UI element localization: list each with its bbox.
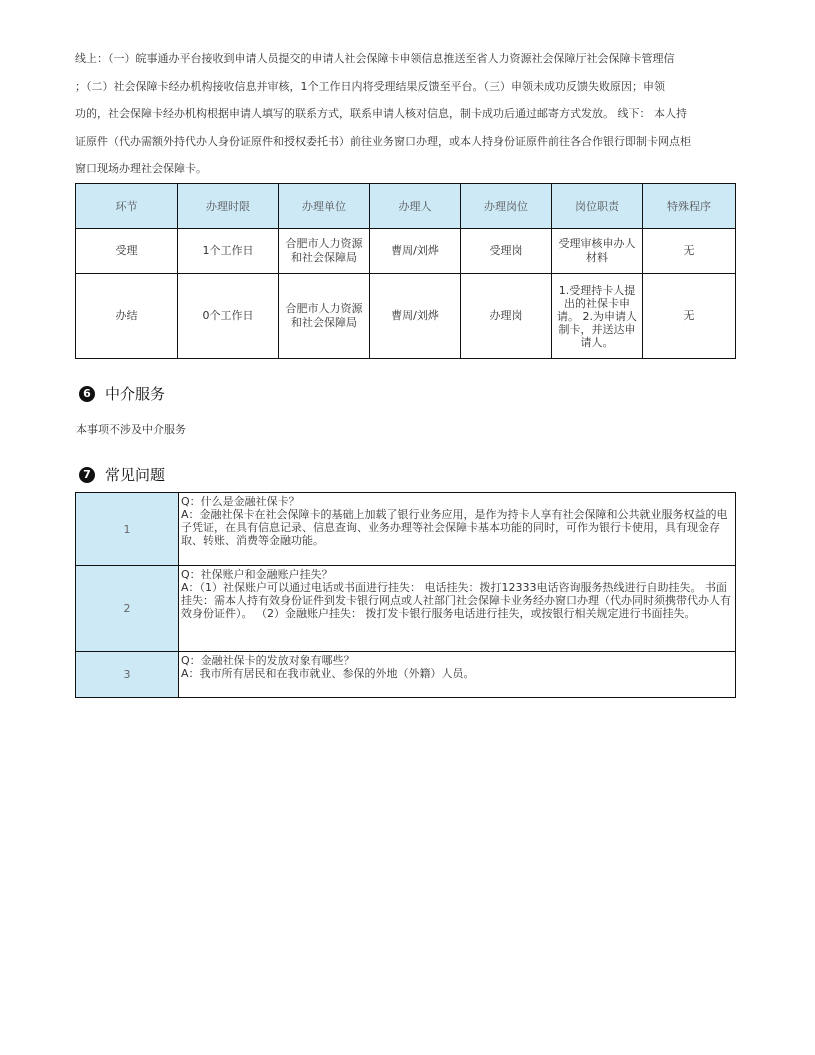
column-header: 办理时限 <box>178 184 279 229</box>
column-header: 特殊程序 <box>643 184 736 229</box>
faq-index: 1 <box>76 493 179 566</box>
section-title: 中介服务 <box>105 385 166 403</box>
faq-question: Q：社保账户和金融账户挂失？ <box>181 568 333 581</box>
section-number-badge: 6 <box>79 386 95 402</box>
table-cell: 合肥市人力资源和社会保障局 <box>279 274 370 359</box>
column-header: 岗位职责 <box>552 184 643 229</box>
table-cell: 1个工作日 <box>178 229 279 274</box>
faq-row <box>76 652 736 698</box>
faq-row <box>76 566 736 652</box>
faq-content <box>179 566 736 652</box>
table-cell: 受理 <box>76 229 178 274</box>
table-row <box>76 274 736 359</box>
table-cell: 曹周/刘烨 <box>370 229 461 274</box>
faq-index: 3 <box>76 652 179 698</box>
section-number-badge: 7 <box>79 467 95 483</box>
table-cell: 无 <box>643 274 736 359</box>
intro-paragraph <box>75 45 741 183</box>
table-cell: 无 <box>643 229 736 274</box>
faq-table <box>75 492 736 698</box>
column-header: 环节 <box>76 184 178 229</box>
process-table <box>75 183 736 359</box>
intro-line: 功的，社会保障卡经办机构根据申请人填写的联系方式，联系申请人核对信息，制卡成功后通过邮寄方式发放。 线下： 本人持 <box>75 107 687 120</box>
table-cell: 受理审核申办人材料 <box>552 229 643 274</box>
table-row <box>76 229 736 274</box>
table-cell: 办理岗 <box>461 274 552 359</box>
table-cell: 合肥市人力资源和社会保障局 <box>279 229 370 274</box>
table-cell: 受理岗 <box>461 229 552 274</box>
section-heading-faq <box>79 464 165 485</box>
faq-row <box>76 493 736 566</box>
faq-content <box>179 652 736 698</box>
column-header: 办理人 <box>370 184 461 229</box>
table-cell: 0个工作日 <box>178 274 279 359</box>
faq-content <box>179 493 736 566</box>
column-header: 办理单位 <box>279 184 370 229</box>
faq-index: 2 <box>76 566 179 652</box>
column-header: 办理岗位 <box>461 184 552 229</box>
section-title: 常见问题 <box>105 466 166 484</box>
intro-line: ；（二）社会保障卡经办机构接收信息并审核，1个工作日内将受理结果反馈至平台。（三）申领未成功反馈失败原因；申领 <box>75 79 665 93</box>
intro-line: 线上：（一）皖事通办平台接收到申请人员提交的申请人社会保障卡申领信息推送至省人力资源社会保障厅社会保障卡管理信 <box>75 52 675 65</box>
table-cell: 1.受理持卡人提出的社保卡申请。 2.为申请人制卡，并送达申请人。 <box>552 274 643 359</box>
table-header-row <box>76 184 736 229</box>
faq-answer: A：金融社保卡在社会保障卡的基础上加载了银行业务应用，是作为持卡人享有社会保障和公共就业服务权益的电子凭证，在具有信息记录、信息查询、业务办理等社会保障卡基本功能的同时，可作为银行卡使用，具有现金存取、转账、消费等金融功能。 <box>181 508 728 547</box>
faq-question: Q：什么是金融社保卡？ <box>181 495 300 508</box>
faq-answer: A：我市所有居民和在我市就业、参保的外地（外籍）人员。 <box>181 667 475 680</box>
intro-line: 证原件（代办需额外持代办人身份证原件和授权委托书）前往业务窗口办理，或本人持身份证原件前往各合作银行即制卡网点柜 <box>75 134 691 148</box>
section-text: 本事项不涉及中介服务 <box>76 423 186 436</box>
faq-answer: A：（1）社保账户可以通过电话或书面进行挂失： 电话挂失：拨打12333电话咨询服务热线进行自助挂失。 书面挂失：需本人持有效身份证件到发卡银行网点或人社部门社会保障卡业务经办窗口办理（代办同时须携带代办人有效身份证件）。 （2）金融账户挂失： 拨打发卡银行服务电话进行挂失，或按银行相关规定进行书面挂失。 <box>181 581 731 620</box>
section-heading-intermediary <box>79 383 165 404</box>
table-cell: 曹周/刘烨 <box>370 274 461 359</box>
table-cell: 办结 <box>76 274 178 359</box>
intro-line: 窗口现场办理社会保障卡。 <box>75 162 207 175</box>
faq-question: Q：金融社保卡的发放对象有哪些？ <box>181 654 355 667</box>
